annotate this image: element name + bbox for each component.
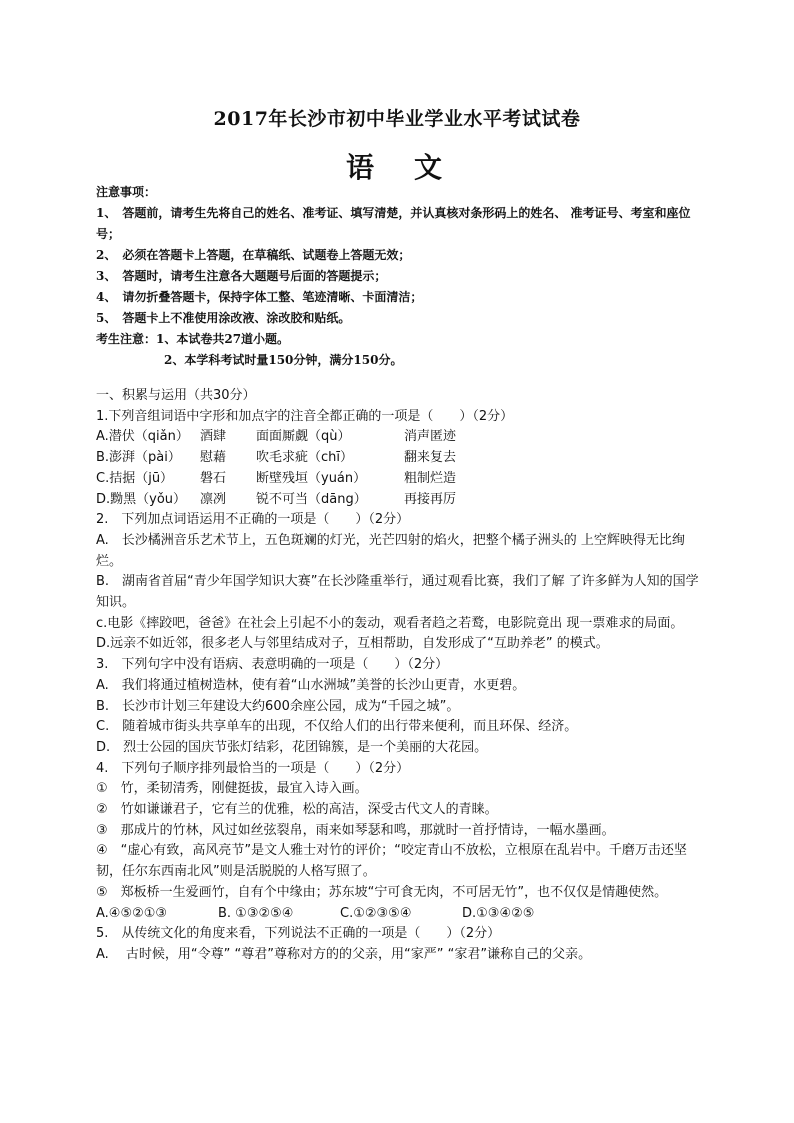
q2-option-b: B. 湖南省首届“青少年国学知识大赛”在长沙隆重举行，通过观看比赛，我们了解 了许多鲜为人知的国学知识。 xyxy=(96,574,699,611)
question-2-stem: 2. 下列加点词语运用不正确的一项是（ ）（2分） xyxy=(96,512,410,528)
notice-heading: 注意事项： xyxy=(96,185,157,199)
q1-option-a xyxy=(96,427,706,448)
q1-a-word-2: 酒肆 xyxy=(200,429,227,445)
q1-c-word-4: 粗制烂造 xyxy=(404,470,457,486)
q3-option-d: D. 烈士公园的国庆节张灯结彩，花团锦簇，是一个美丽的大花园。 xyxy=(96,739,488,755)
question-1-stem: 1.下列音组词语中字形和加点字的注音全都正确的一项是（ ）（2分） xyxy=(96,408,514,424)
q4-choice-c: C.①②③⑤④ xyxy=(340,905,412,921)
q1-option-c xyxy=(96,469,706,490)
q1-d-word-2: 凛冽 xyxy=(200,491,227,507)
q1-option-d xyxy=(96,490,706,511)
question-5-stem: 5. 从传统文化的角度来看，下列说法不正确的一项是（ ）（2分） xyxy=(96,926,501,942)
q2-option-c: c.电影《摔跤吧，爸爸》在社会上引起不小的轰动，观看者趋之若鹜，电影院竟出 现一票难求的局面。 xyxy=(96,615,684,631)
section-1 xyxy=(96,386,706,966)
q3-option-a: A. 我们将通过植树造林，使有着“山水洲城”美誉的长沙山更青，水更碧。 xyxy=(96,677,526,693)
notice-item-5: 5、 答题卡上不准使用涂改液、涂改胶和贴纸。 xyxy=(96,311,351,325)
q4-sentence-2: ② 竹如谦谦君子，它有兰的优雅，松的高洁，深受古代文人的青睐。 xyxy=(96,802,498,818)
q1-b-word-4: 翻来复去 xyxy=(404,450,457,466)
q2-option-a: A. 长沙橘洲音乐艺术节上，五色斑斓的灯光，光芒四射的焰火，把整个橘子洲头的 上空辉映得无比绚烂。 xyxy=(96,532,685,569)
q4-choice-b: B. ①③②⑤④ xyxy=(218,905,294,921)
subject-title: 语 文 xyxy=(345,151,448,184)
notice-block xyxy=(96,182,704,371)
q4-sentence-3: ③ 那成片的竹林，风过如丝弦裂帛，雨来如琴瑟和鸣，那就时一首抒情诗，一幅水墨画。 xyxy=(96,822,615,838)
q1-c-word-2: 磐石 xyxy=(200,470,227,486)
q4-sentence-1: ① 竹，柔韧清秀，刚健挺拔，最宜入诗入画。 xyxy=(96,781,368,797)
q1-b-word-2: 慰藉 xyxy=(200,450,227,466)
q1-option-b xyxy=(96,448,706,469)
q1-d-word-1: D.黝黑（yǒu） xyxy=(96,491,187,507)
q1-d-word-3: 锐不可当（dāng） xyxy=(256,491,367,507)
q1-a-word-1: A.潜伏（qiǎn） xyxy=(96,429,189,445)
question-3-stem: 3. 下列句字中没有语病、表意明确的一项是（ ）（2分） xyxy=(96,657,449,673)
exam-note-2: 2、本学科考试时量150分钟，满分150分。 xyxy=(164,353,403,367)
question-4-stem: 4. 下列句子顺序排列最恰当的一项是（ ）（2分） xyxy=(96,760,410,776)
exam-note-1: 考生注意：1、本试卷共27道小题。 xyxy=(96,332,290,346)
q1-d-word-4: 再接再厉 xyxy=(404,491,457,507)
section-title: 一、积累与运用（共30分） xyxy=(96,388,256,403)
q4-choice-d: D.①③④②⑤ xyxy=(462,905,535,921)
q1-a-word-4: 消声匿迹 xyxy=(404,429,457,445)
notice-item-1: 1、 答题前，请考生先将自己的姓名、准考证、填写清楚，并认真核对条形码上的姓名、 准考证号、考室和座位号； xyxy=(96,206,691,241)
notice-item-4: 4、 请勿折叠答题卡，保持字体工整、笔迹清晰、卡面清洁； xyxy=(96,290,423,304)
q4-sentence-5: ⑤ 郑板桥一生爱画竹，自有个中缘由；苏东坡“宁可食无肉，不可居无竹”，也不仅仅是情趣使然。 xyxy=(96,884,668,900)
q1-a-word-3: 面面厮觑（qù） xyxy=(256,429,351,445)
notice-item-2: 2、 必须在答题卡上答题，在草稿纸、试题卷上答题无效； xyxy=(96,248,411,262)
q4-choice-a: A.④⑤②①③ xyxy=(96,905,168,921)
exam-title: 2017年长沙市初中毕业学业水平考试试卷 xyxy=(213,108,581,130)
notice-item-3: 3、 答题时，请考生注意各大题题号后面的答题提示； xyxy=(96,269,387,283)
q5-option-a: A. 古时候，用“令尊” “尊君”尊称对方的的父亲，用“家严” “家君”谦称自己的父亲。 xyxy=(96,946,592,962)
q3-option-c: C. 随着城市街头共享单车的出现，不仅给人们的出行带来便利，而且环保、经济。 xyxy=(96,719,578,735)
q4-choices xyxy=(96,904,706,925)
q1-b-word-3: 吹毛求疵（chī） xyxy=(256,450,353,466)
q1-b-word-1: B.澎湃（pài） xyxy=(96,450,181,466)
q3-option-b: B. 长沙市计划三年建设大约600余座公园，成为“千园之城”。 xyxy=(96,698,460,714)
q2-option-d: D.远亲不如近邻，很多老人与邻里结成对子，互相帮助，自发形成了“互助养老” 的模式。 xyxy=(96,636,609,652)
q1-c-word-1: C.拮据（jū） xyxy=(96,470,174,486)
q1-c-word-3: 断壁残垣（yuán） xyxy=(256,470,367,486)
q4-sentence-4: ④ “虚心有致，高风亮节”是文人雅士对竹的评价；“咬定青山不放松，立根原在乱岩中。千磨万击还坚韧，任尔东西南北风”则是活脱脱的人格写照了。 xyxy=(96,843,687,880)
